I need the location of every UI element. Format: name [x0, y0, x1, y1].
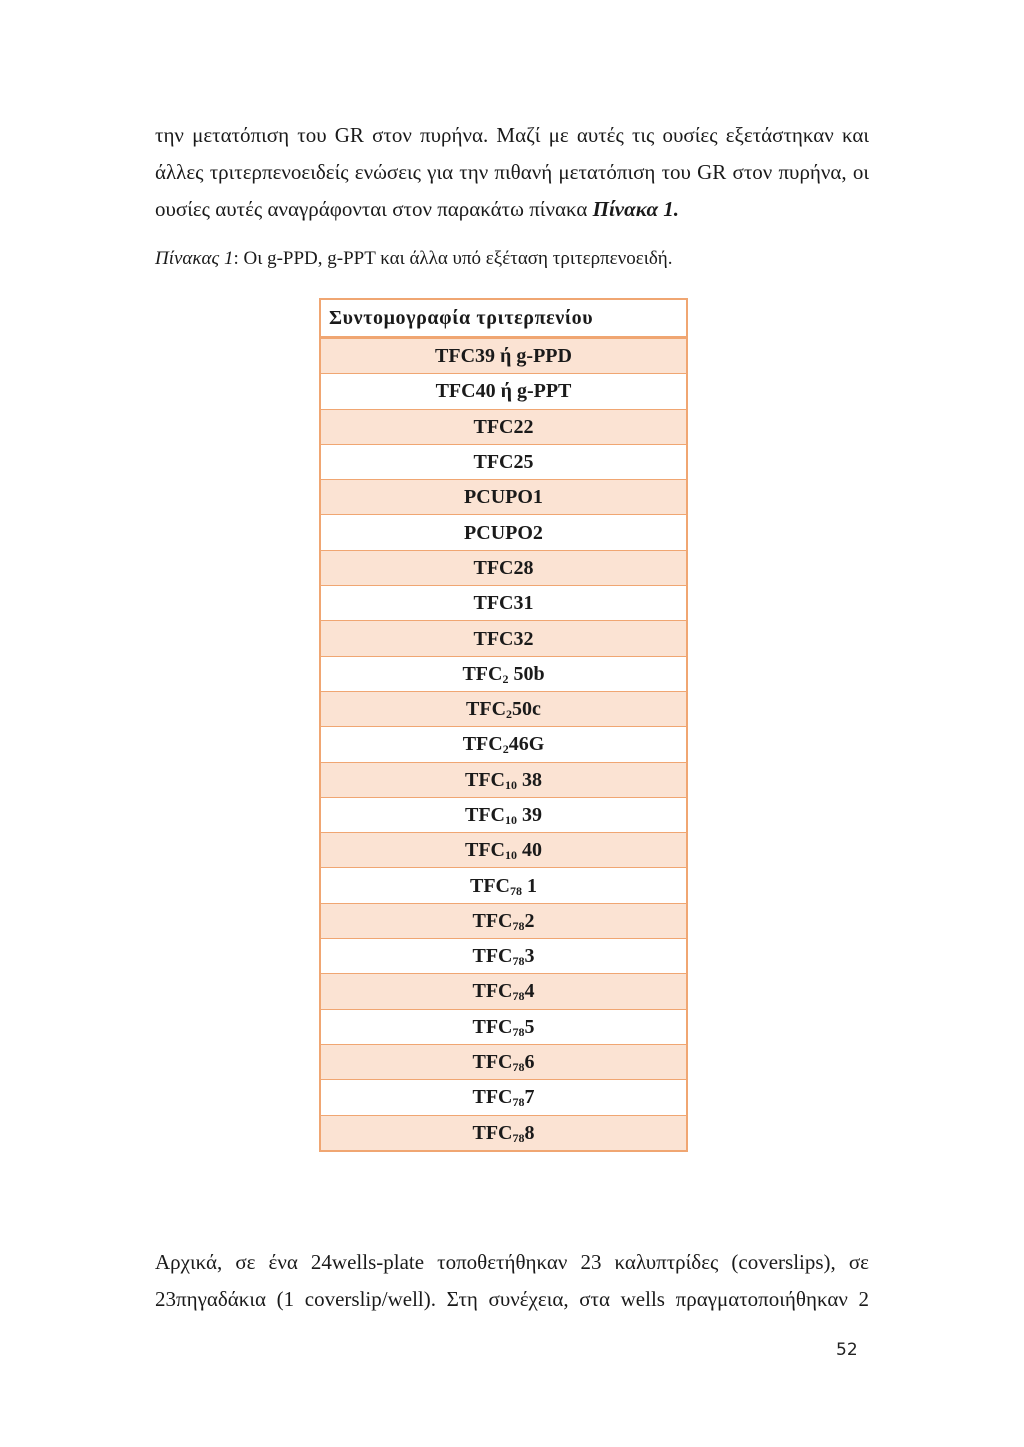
- table-cell: [320, 480, 687, 515]
- compound-subscript: 2: [506, 707, 513, 722]
- table-row: [320, 1044, 687, 1079]
- table-row: [320, 868, 687, 903]
- compound-subscript: 10: [505, 813, 517, 827]
- compound-suffix: 40: [517, 839, 542, 862]
- compound-subscript: 78: [512, 1060, 525, 1075]
- caption-text: : Οι g-PPD, g-PPT και άλλα υπό εξέταση τριτερπενοειδή.: [233, 248, 673, 269]
- table-cell: [320, 550, 687, 585]
- compound-code: PCUPO2: [464, 521, 543, 544]
- table-cell: [320, 374, 687, 409]
- table-row: [320, 1080, 687, 1115]
- table-row: [320, 656, 687, 691]
- compound-code: TFC: [472, 1086, 513, 1109]
- intro-paragraph: [155, 117, 869, 228]
- compound-subscript: 78: [512, 989, 525, 1004]
- table-cell: [320, 656, 687, 691]
- compound-subscript: 78: [512, 1095, 525, 1110]
- compound-code: TFC25: [473, 451, 534, 474]
- intro-line-2: άλλες τριτερπενοειδείς ενώσεις για την πιθανή μετατόπιση του GR στον πυρήνα, οι: [155, 160, 869, 184]
- compound-code: TFC: [472, 1121, 513, 1144]
- table-row: [320, 974, 687, 1009]
- table-cell: [320, 903, 687, 938]
- caption-label: Πίνακας 1: [155, 248, 234, 269]
- table-cell: [320, 1080, 687, 1115]
- table-caption: [155, 245, 672, 273]
- compound-subscript: 78: [512, 918, 525, 933]
- compound-subscript: 78: [512, 1130, 525, 1145]
- table-row: [320, 939, 687, 974]
- compound-code: TFC: [462, 662, 503, 685]
- compound-code: TFC: [472, 1051, 513, 1074]
- compound-suffix: 4: [524, 980, 535, 1003]
- compound-code: TFC: [472, 980, 513, 1003]
- table-cell: [320, 833, 687, 868]
- table-row: [320, 374, 687, 409]
- compound-code: TFC32: [473, 627, 534, 650]
- table-cell: [320, 727, 687, 762]
- compound-suffix: 1: [522, 874, 537, 897]
- table-row: [320, 480, 687, 515]
- compound-subscript: 2: [502, 671, 509, 686]
- intro-line-1: την μετατόπιση του GR στον πυρήνα. Μαζί με αυτές τις ουσίες εξετάστηκαν και: [155, 123, 869, 147]
- compound-suffix: 50c: [512, 698, 541, 721]
- table-cell: [320, 939, 687, 974]
- compound-subscript: 2: [502, 742, 509, 757]
- table-cell: [320, 1009, 687, 1044]
- intro-line-3-text: ουσίες αυτές αναγράφονται στον παρακάτω πίνακα: [155, 197, 593, 221]
- compound-code: TFC: [465, 768, 505, 791]
- table-row: [320, 903, 687, 938]
- compound-suffix: 38: [517, 768, 542, 791]
- table-row: [320, 1009, 687, 1044]
- table-header-row: [320, 299, 687, 338]
- table-row: [320, 621, 687, 656]
- table-row: [320, 586, 687, 621]
- compound-code: TFC: [472, 945, 513, 968]
- compound-code: TFC40 ή g-PPT: [435, 380, 572, 403]
- table-row: [320, 797, 687, 832]
- compound-code: TFC: [465, 804, 505, 826]
- table-cell: [320, 1115, 687, 1151]
- table-reference: Πίνακα 1.: [592, 197, 680, 221]
- compound-suffix: 39: [517, 804, 542, 826]
- compound-code: TFC22: [473, 415, 534, 438]
- outro-line-2: 23πηγαδάκια (1 coverslip/well). Στη συνέχεια, στα wells πραγματοποιήθηκαν 2: [155, 1287, 869, 1311]
- table-cell: [320, 409, 687, 444]
- table-cell: [320, 338, 687, 374]
- table-row: [320, 338, 687, 374]
- table-cell: [320, 621, 687, 656]
- compound-code: TFC: [472, 1015, 513, 1038]
- compound-code: TFC39 ή g-PPD: [435, 345, 572, 368]
- compound-subscript: 10: [505, 848, 517, 863]
- compound-suffix: 2: [524, 909, 535, 932]
- table-row: [320, 762, 687, 797]
- table-cell: [320, 797, 687, 832]
- page-number: 52: [836, 1340, 858, 1360]
- compound-code: PCUPO1: [464, 486, 543, 509]
- compound-code: TFC28: [473, 556, 534, 579]
- table-cell: [320, 586, 687, 621]
- table-row: [320, 409, 687, 444]
- table-row: [320, 833, 687, 868]
- outro-line-1: Αρχικά, σε ένα 24wells-plate τοποθετήθηκαν 23 καλυπτρίδες (coverslips), σε: [155, 1250, 869, 1274]
- compound-code: TFC: [472, 909, 513, 932]
- table-row: [320, 550, 687, 585]
- compound-subscript: 78: [510, 883, 522, 898]
- compound-code: TFC: [466, 698, 507, 721]
- table-cell: [320, 1044, 687, 1079]
- compound-code: TFC31: [473, 592, 534, 615]
- compound-subscript: 78: [512, 1024, 525, 1039]
- table-cell: [320, 515, 687, 550]
- table-cell: [320, 974, 687, 1009]
- compound-suffix: 50b: [508, 662, 545, 685]
- table-row: [320, 1115, 687, 1151]
- compound-subscript: 10: [505, 777, 517, 792]
- table-row: [320, 444, 687, 479]
- compound-suffix: 6: [524, 1051, 535, 1074]
- compound-code: TFC: [470, 874, 510, 897]
- compound-suffix: 46G: [508, 733, 545, 756]
- intro-line-3: [155, 191, 869, 228]
- compound-code: TFC: [465, 839, 505, 862]
- compound-subscript: 78: [512, 954, 525, 969]
- table-cell: [320, 762, 687, 797]
- outro-paragraph: [155, 1244, 869, 1318]
- compound-suffix: 7: [524, 1086, 535, 1109]
- compound-suffix: 3: [524, 945, 535, 968]
- table-row: [320, 515, 687, 550]
- compound-code: TFC: [462, 733, 503, 756]
- triterpene-table: [319, 298, 688, 1152]
- compound-suffix: 8: [524, 1121, 535, 1144]
- table-cell: [320, 691, 687, 726]
- table-row: [320, 691, 687, 726]
- compound-suffix: 5: [524, 1015, 535, 1038]
- table-header-cell: Συντομογραφία τριτερπενίου: [320, 299, 687, 338]
- table-cell: [320, 868, 687, 903]
- table-cell: [320, 444, 687, 479]
- table-row: [320, 727, 687, 762]
